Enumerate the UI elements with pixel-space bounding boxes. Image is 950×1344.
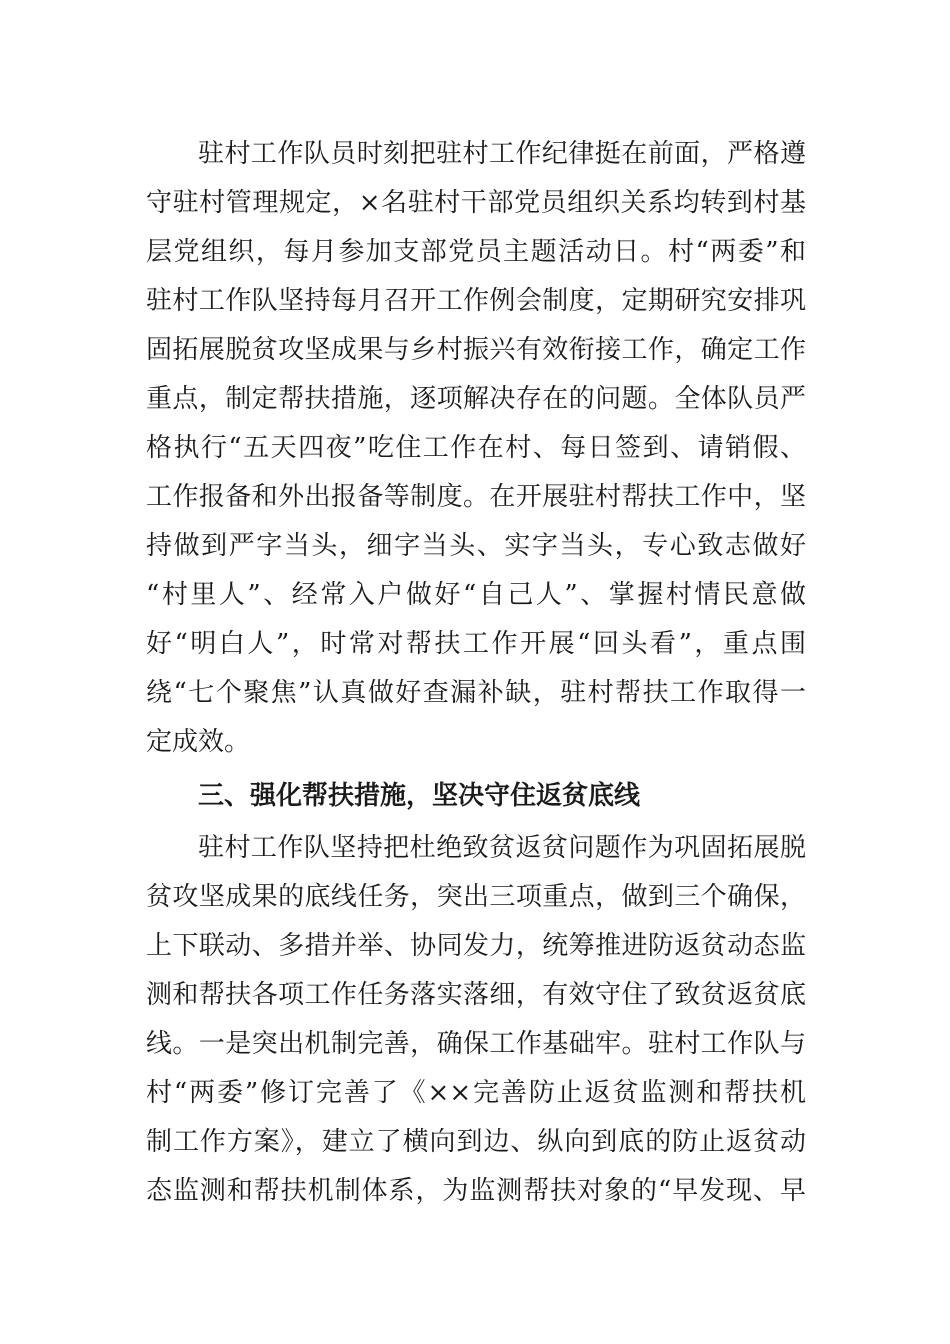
paragraph-2-line-7: 制工作方案》，建立了横向到边、纵向到底的防止返贫动 <box>146 1127 806 1157</box>
paragraph-1-line-6: 重点，制定帮扶措施，逐项解决存在的问题。全体队员严 <box>146 384 806 414</box>
paragraph-1-line-2: 守驻村管理规定，×名驻村干部党员组织关系均转到村基 <box>146 188 806 218</box>
paragraph-2-line-8: 态监测和帮扶机制体系，为监测帮扶对象的“早发现、早 <box>146 1176 806 1206</box>
paragraph-1-line-12: 绕“七个聚焦”认真做好查漏补缺，驻村帮扶工作取得一 <box>146 678 806 708</box>
paragraph-2-line-1: 驻村工作队坚持把杜绝致贫返贫问题作为巩固拓展脱 <box>198 833 806 863</box>
paragraph-1-line-8: 工作报备和外出报备等制度。在开展驻村帮扶工作中，坚 <box>146 482 806 512</box>
paragraph-2-line-6: 村“两委”修订完善了《××完善防止返贫监测和帮扶机 <box>146 1078 806 1108</box>
paragraph-1-line-1: 驻村工作队员时刻把驻村工作纪律挺在前面，严格遵 <box>198 139 806 169</box>
paragraph-2-line-5: 线。一是突出机制完善，确保工作基础牢。驻村工作队与 <box>146 1029 806 1059</box>
paragraph-1-line-11: 好“明白人”，时常对帮扶工作开展“回头看”，重点围 <box>146 629 806 659</box>
section-heading: 三、强化帮扶措施，坚决守住返贫底线 <box>198 781 641 811</box>
paragraph-2-line-3: 上下联动、多措并举、协同发力，统筹推进防返贫动态监 <box>146 931 806 961</box>
paragraph-1-line-3: 层党组织，每月参加支部党员主题活动日。村“两委”和 <box>146 237 806 267</box>
paragraph-1-line-7: 格执行“五天四夜”吃住工作在村、每日签到、请销假、 <box>146 433 806 463</box>
paragraph-1-line-4: 驻村工作队坚持每月召开工作例会制度，定期研究安排巩 <box>146 286 806 316</box>
paragraph-1-line-13: 定成效。 <box>146 727 251 757</box>
paragraph-1-line-5: 固拓展脱贫攻坚成果与乡村振兴有效衔接工作，确定工作 <box>146 335 806 365</box>
paragraph-2-line-4: 测和帮扶各项工作任务落实落细，有效守住了致贫返贫底 <box>146 980 806 1010</box>
paragraph-1-line-9: 持做到严字当头，细字当头、实字当头，专心致志做好 <box>146 531 806 561</box>
paragraph-1-line-10: “村里人”、经常入户做好“自己人”、掌握村情民意做 <box>146 580 806 610</box>
paragraph-2-line-2: 贫攻坚成果的底线任务，突出三项重点，做到三个确保， <box>146 882 806 912</box>
